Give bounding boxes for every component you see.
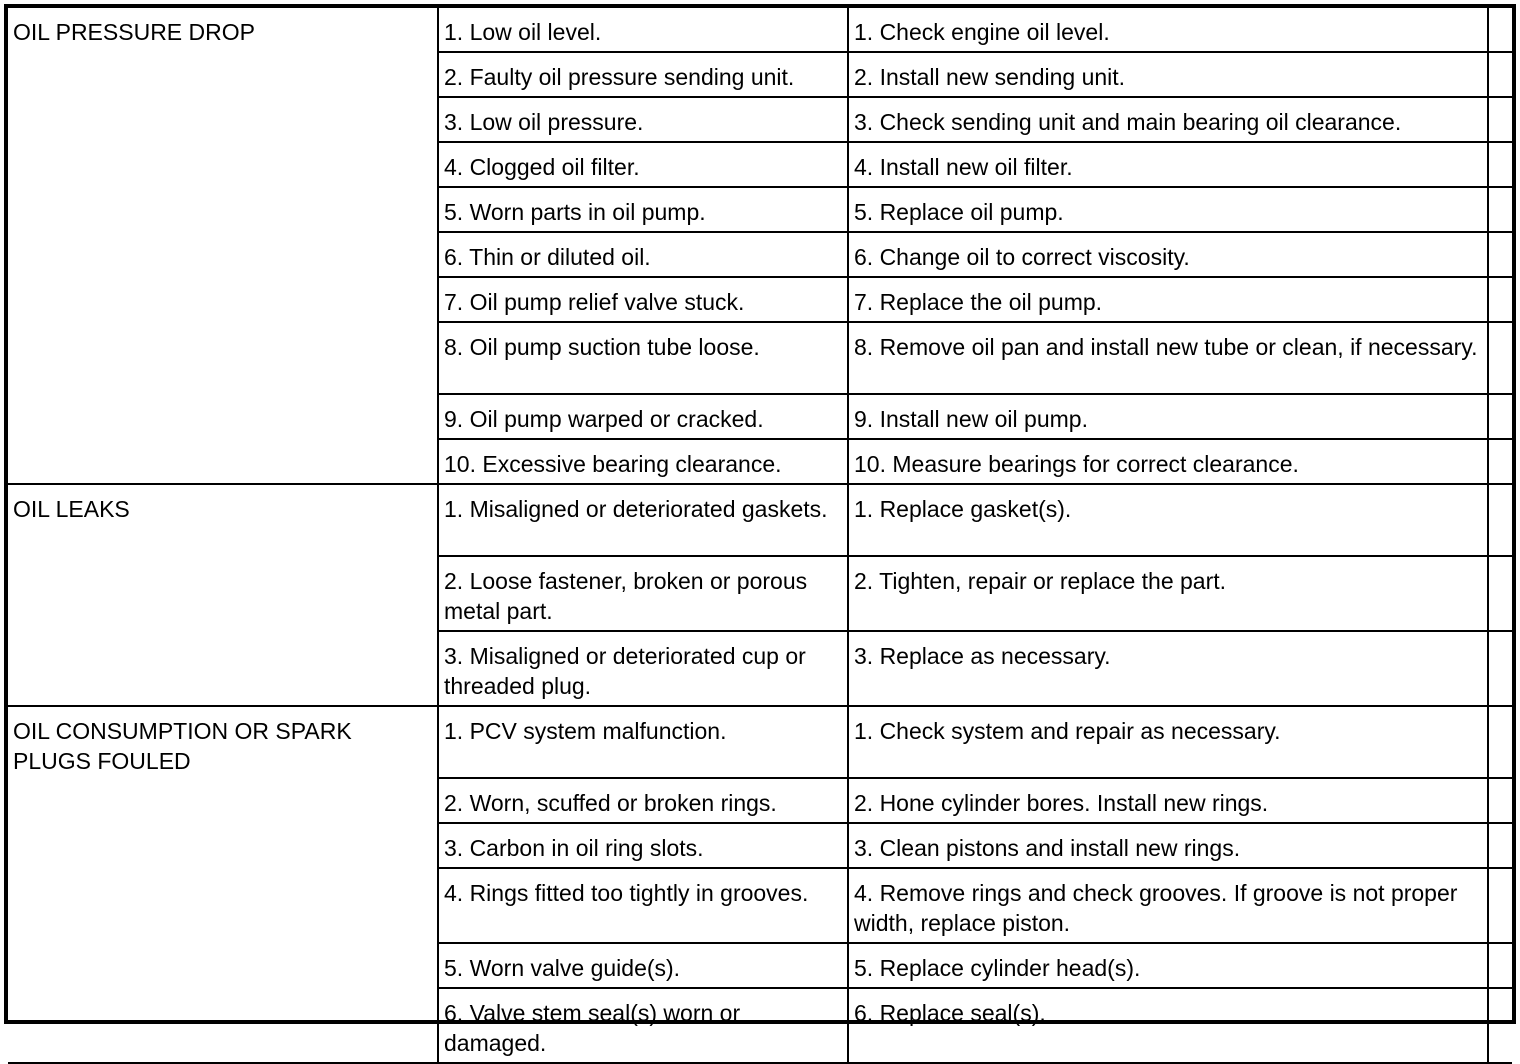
correction-cell: 1. Replace gasket(s).	[848, 484, 1488, 556]
correction-cell: 10. Measure bearings for correct clearance.	[848, 439, 1488, 484]
correction-cell: 6. Replace seal(s).	[848, 988, 1488, 1063]
correction-cell: 3. Replace as necessary.	[848, 631, 1488, 706]
correction-cell: 2. Install new sending unit.	[848, 52, 1488, 97]
correction-cell: 4. Remove rings and check grooves. If groove is not proper width, replace piston.	[848, 868, 1488, 943]
condition-cell: OIL PRESSURE DROP	[8, 8, 438, 484]
correction-cell: 4. Install new oil filter.	[848, 142, 1488, 187]
possible-cause-cell: 2. Loose fastener, broken or porous metal part.	[438, 556, 848, 631]
table-row	[8, 8, 1512, 52]
blank-margin-cell	[1488, 484, 1512, 556]
possible-cause-cell: 2. Worn, scuffed or broken rings.	[438, 778, 848, 823]
correction-cell: 3. Clean pistons and install new rings.	[848, 823, 1488, 868]
correction-cell: 5. Replace oil pump.	[848, 187, 1488, 232]
condition-cell: OIL LEAKS	[8, 484, 438, 706]
blank-margin-cell	[1488, 556, 1512, 631]
blank-margin-cell	[1488, 631, 1512, 706]
possible-cause-cell: 1. Low oil level.	[438, 8, 848, 52]
possible-cause-cell: 5. Worn valve guide(s).	[438, 943, 848, 988]
blank-margin-cell	[1488, 277, 1512, 322]
possible-cause-cell: 3. Misaligned or deteriorated cup or threaded plug.	[438, 631, 848, 706]
correction-cell: 1. Check system and repair as necessary.	[848, 706, 1488, 778]
blank-margin-cell	[1488, 394, 1512, 439]
blank-margin-cell	[1488, 52, 1512, 97]
correction-cell: 2. Tighten, repair or replace the part.	[848, 556, 1488, 631]
blank-margin-cell	[1488, 97, 1512, 142]
diagnosis-table	[8, 8, 1512, 1064]
correction-cell: 3. Check sending unit and main bearing oil clearance.	[848, 97, 1488, 142]
possible-cause-cell: 8. Oil pump suction tube loose.	[438, 322, 848, 394]
blank-margin-cell	[1488, 943, 1512, 988]
blank-margin-cell	[1488, 232, 1512, 277]
blank-margin-cell	[1488, 778, 1512, 823]
blank-margin-cell	[1488, 142, 1512, 187]
possible-cause-cell: 4. Clogged oil filter.	[438, 142, 848, 187]
blank-margin-cell	[1488, 823, 1512, 868]
correction-cell: 2. Hone cylinder bores. Install new rings.	[848, 778, 1488, 823]
blank-margin-cell	[1488, 706, 1512, 778]
possible-cause-cell: 3. Low oil pressure.	[438, 97, 848, 142]
possible-cause-cell: 1. Misaligned or deteriorated gaskets.	[438, 484, 848, 556]
correction-cell: 1. Check engine oil level.	[848, 8, 1488, 52]
correction-cell: 8. Remove oil pan and install new tube or clean, if necessary.	[848, 322, 1488, 394]
table-row	[8, 484, 1512, 556]
diagnosis-table-frame	[4, 4, 1516, 1056]
correction-cell: 5. Replace cylinder head(s).	[848, 943, 1488, 988]
correction-cell: 7. Replace the oil pump.	[848, 277, 1488, 322]
possible-cause-cell: 4. Rings fitted too tightly in grooves.	[438, 868, 848, 943]
possible-cause-cell: 10. Excessive bearing clearance.	[438, 439, 848, 484]
correction-cell: 6. Change oil to correct viscosity.	[848, 232, 1488, 277]
blank-margin-cell	[1488, 988, 1512, 1063]
possible-cause-cell: 1. PCV system malfunction.	[438, 706, 848, 778]
condition-cell: OIL CONSUMPTION OR SPARK PLUGS FOULED	[8, 706, 438, 1063]
possible-cause-cell: 9. Oil pump warped or cracked.	[438, 394, 848, 439]
blank-margin-cell	[1488, 187, 1512, 232]
possible-cause-cell: 2. Faulty oil pressure sending unit.	[438, 52, 848, 97]
correction-cell: 9. Install new oil pump.	[848, 394, 1488, 439]
blank-margin-cell	[1488, 439, 1512, 484]
possible-cause-cell: 5. Worn parts in oil pump.	[438, 187, 848, 232]
table-row	[8, 706, 1512, 778]
possible-cause-cell: 6. Thin or diluted oil.	[438, 232, 848, 277]
possible-cause-cell: 7. Oil pump relief valve stuck.	[438, 277, 848, 322]
possible-cause-cell: 6. Valve stem seal(s) worn or damaged.	[438, 988, 848, 1063]
possible-cause-cell: 3. Carbon in oil ring slots.	[438, 823, 848, 868]
blank-margin-cell	[1488, 868, 1512, 943]
blank-margin-cell	[1488, 322, 1512, 394]
blank-margin-cell	[1488, 8, 1512, 52]
